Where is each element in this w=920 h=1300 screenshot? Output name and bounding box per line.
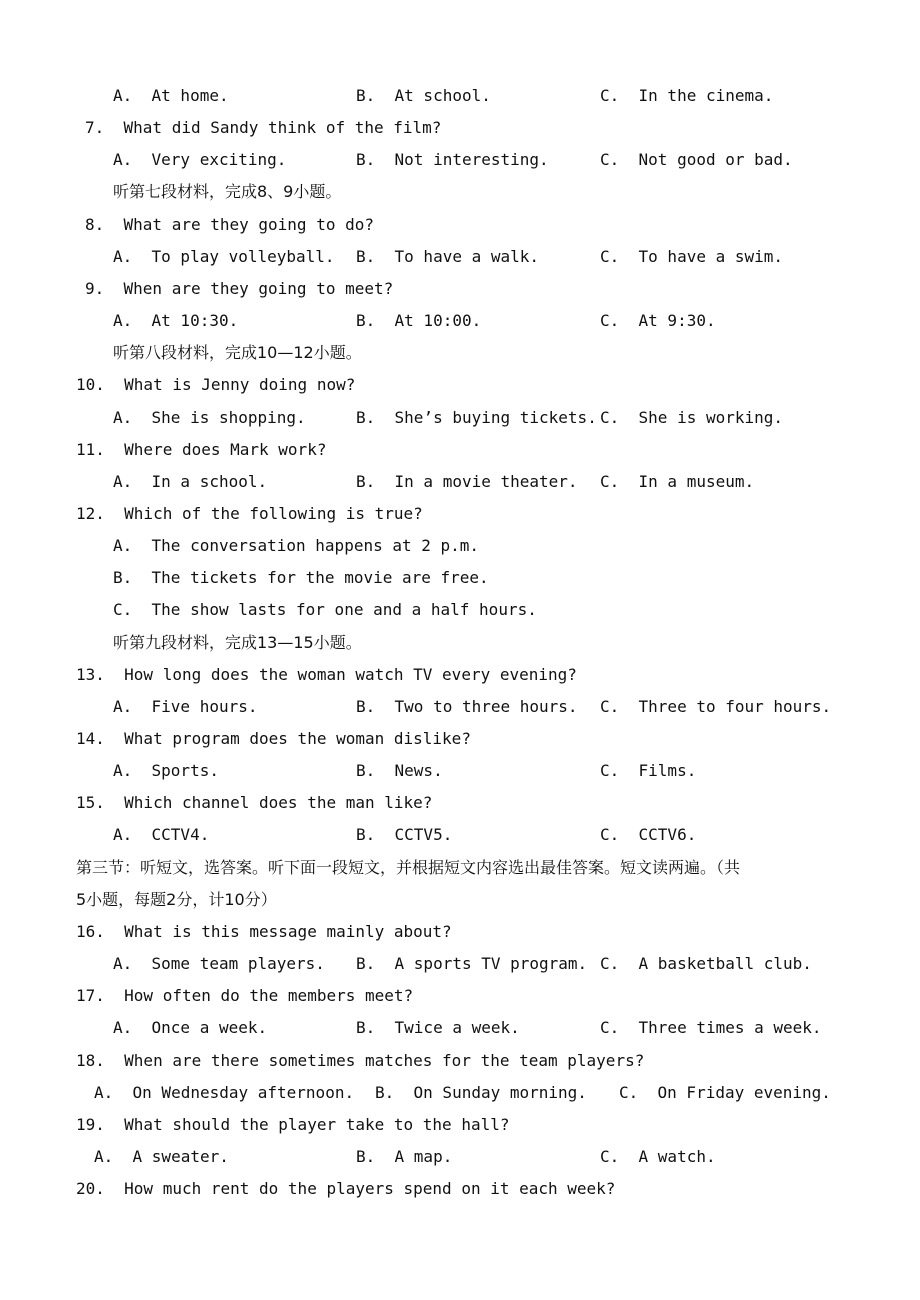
question: 9. When are they going to meet? — [85, 279, 394, 298]
option-b: B. Not interesting. — [356, 150, 549, 169]
option-c: C. Three times a week. — [600, 1018, 822, 1037]
option-a: A. At home. — [113, 86, 229, 105]
option-b: B. In a movie theater. — [356, 472, 578, 491]
options-row — [0, 761, 920, 781]
options-row — [0, 954, 920, 974]
option-a: A. To play volleyball. — [113, 247, 335, 266]
options-row — [0, 86, 920, 106]
option-a: A. She is shopping. — [113, 408, 306, 427]
instruction: 听第八段材料，完成10—12小题。 — [113, 343, 362, 362]
option-b: B. CCTV5. — [356, 825, 453, 844]
section-heading: 5小题，每题2分，计10分） — [76, 890, 277, 909]
option-b: B. A map. — [356, 1147, 453, 1166]
options-row — [0, 311, 920, 331]
option-a: A. On Wednesday afternoon. — [94, 1083, 355, 1102]
option-b: B. She’s buying tickets. — [356, 408, 597, 427]
option-a: A. Five hours. — [113, 697, 258, 716]
option-line: B. The tickets for the movie are free. — [113, 568, 489, 587]
option-a: A. A sweater. — [94, 1147, 229, 1166]
option-c: C. In the cinema. — [600, 86, 774, 105]
option-c: C. On Friday evening. — [619, 1083, 831, 1102]
option-b: B. News. — [356, 761, 443, 780]
option-a: A. Sports. — [113, 761, 219, 780]
options-row — [0, 1083, 920, 1103]
question: 15. Which channel does the man like? — [76, 793, 433, 812]
option-b: B. A sports TV program. — [356, 954, 588, 973]
question: 11. Where does Mark work? — [76, 440, 327, 459]
option-a: A. Very exciting. — [113, 150, 287, 169]
option-c: C. Not good or bad. — [600, 150, 793, 169]
options-row — [0, 1147, 920, 1167]
options-row — [0, 472, 920, 492]
question: 20. How much rent do the players spend on it each week? — [76, 1179, 616, 1198]
options-row — [0, 697, 920, 717]
question: 10. What is Jenny doing now? — [76, 375, 356, 394]
options-row — [0, 247, 920, 267]
option-c: C. A watch. — [600, 1147, 716, 1166]
question: 16. What is this message mainly about? — [76, 922, 452, 941]
option-a: A. Some team players. — [113, 954, 325, 973]
option-line: A. The conversation happens at 2 p.m. — [113, 536, 480, 555]
option-c: C. At 9:30. — [600, 311, 716, 330]
option-c: C. Three to four hours. — [600, 697, 832, 716]
option-b: B. On Sunday morning. — [375, 1083, 587, 1102]
question: 19. What should the player take to the hall? — [76, 1115, 510, 1134]
section-heading: 第三节：听短文，选答案。听下面一段短文，并根据短文内容选出最佳答案。短文读两遍。（共 — [76, 858, 741, 877]
option-c: C. She is working. — [600, 408, 784, 427]
question: 8. What are they going to do? — [85, 215, 374, 234]
question: 18. When are there sometimes matches for the team players? — [76, 1051, 645, 1070]
option-a: A. In a school. — [113, 472, 268, 491]
options-row — [0, 1018, 920, 1038]
question: 14. What program does the woman dislike? — [76, 729, 471, 748]
option-b: B. To have a walk. — [356, 247, 540, 266]
option-c: C. Films. — [600, 761, 697, 780]
option-line: C. The show lasts for one and a half hours. — [113, 600, 537, 619]
option-a: A. Once a week. — [113, 1018, 268, 1037]
option-c: C. CCTV6. — [600, 825, 697, 844]
option-c: C. In a museum. — [600, 472, 755, 491]
option-b: B. At school. — [356, 86, 491, 105]
option-b: B. At 10:00. — [356, 311, 482, 330]
question: 13. How long does the woman watch TV every evening? — [76, 665, 577, 684]
option-b: B. Twice a week. — [356, 1018, 520, 1037]
instruction: 听第七段材料，完成8、9小题。 — [113, 182, 342, 201]
option-a: A. At 10:30. — [113, 311, 239, 330]
question: 7. What did Sandy think of the film? — [85, 118, 442, 137]
option-c: C. To have a swim. — [600, 247, 784, 266]
options-row — [0, 150, 920, 170]
option-b: B. Two to three hours. — [356, 697, 578, 716]
question: 17. How often do the members meet? — [76, 986, 414, 1005]
option-a: A. CCTV4. — [113, 825, 210, 844]
options-row — [0, 408, 920, 428]
option-c: C. A basketball club. — [600, 954, 812, 973]
question: 12. Which of the following is true? — [76, 504, 423, 523]
instruction: 听第九段材料，完成13—15小题。 — [113, 633, 362, 652]
options-row — [0, 825, 920, 845]
